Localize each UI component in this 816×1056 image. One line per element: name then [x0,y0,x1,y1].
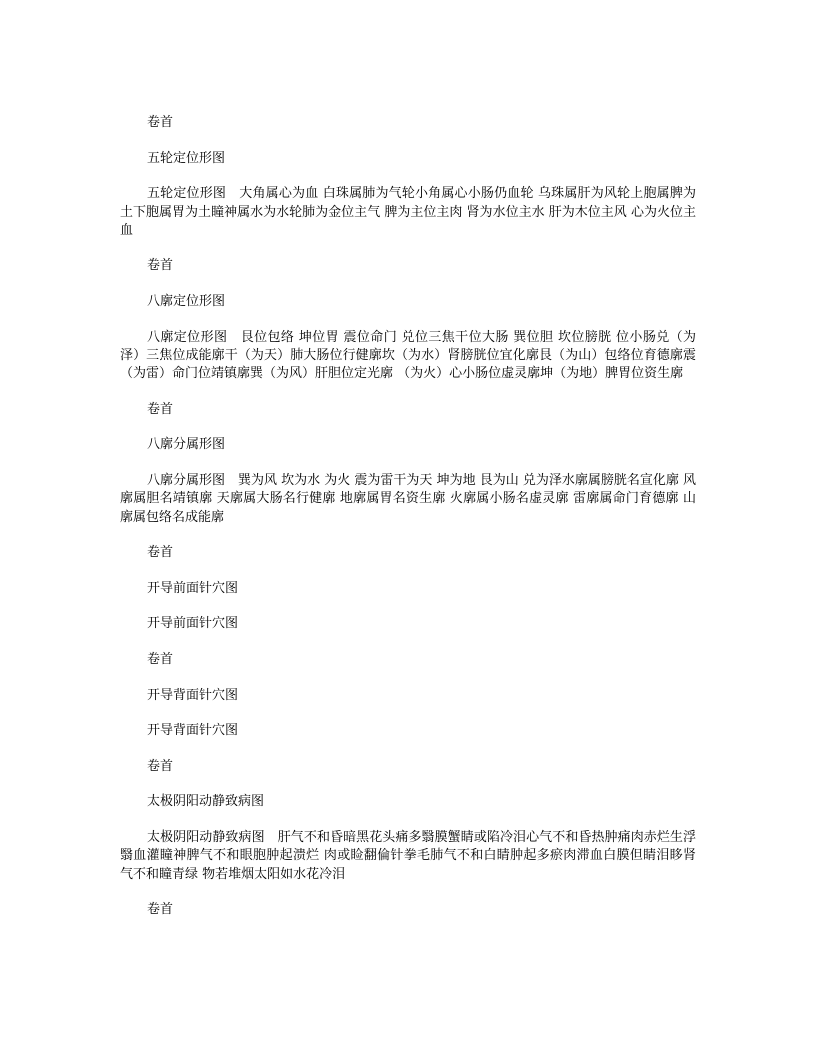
paragraph-body-kaidao-qianmian: 开导前面针穴图 [147,616,239,632]
paragraph-juanshou-6: 卷首 [147,758,174,774]
paragraph-juanshou-3: 卷首 [147,401,174,417]
paragraph-body-kaidao-beimian: 开导背面针穴图 [147,723,239,739]
paragraph-heading-kaidao-beimian: 开导背面针穴图 [147,687,239,703]
paragraph-body-taiji: 太极阴阳动静致病图 肝气不和昏暗黑花头痛多翳膜蟹睛或陷冷泪心气不和昏热肿痛肉赤烂生浮翳血灌瞳神脾气不和眼胞肿起溃烂 肉或睑翻倫针拳毛肺气不和白睛肿起多瘀肉滞血白膜但睛泪眵肾气不和瞳青绿 物若堆烟太阳如水花冷泪 [120,829,696,882]
paragraph-heading-kaidao-qianmian: 开导前面针穴图 [147,580,239,596]
paragraph-body-bakuo-dingwei: 八廓定位形图 艮位包络 坤位胃 震位命门 兑位三焦干位大肠 巽位胆 坎位膀胱 位小肠兑（为泽）三焦位成能廓干（为天）肺大肠位行健廓坎（为水）肾膀胱位宜化廓艮（为山）包络位育德廓震（为雷）命门位靖镇廓巽（为风）肝胆位定光廓 （为火）心小肠位虚灵廓坤（为地）脾胃位资生廓 [120,329,696,382]
paragraph-juanshou-1: 卷首 [147,115,174,130]
paragraph-heading-bakuo-fenshu: 八廓分属形图 [147,437,226,453]
paragraph-body-wulun: 五轮定位形图 大角属心为血 白珠属肺为气轮小角属心小肠仍血轮 乌珠属肝为风轮上胞属脾为土下胞属胃为土瞳神属水为水轮肺为金位主气 脾为主位主肉 肾为水位主水 肝为木位主风 心为火位主血 [120,186,696,238]
document-body [120,114,696,937]
paragraph-heading-wulun: 五轮定位形图 [147,150,226,166]
paragraph-juanshou-4: 卷首 [147,545,174,561]
paragraph-juanshou-2: 卷首 [147,258,174,274]
paragraph-heading-taiji: 太极阴阳动静致病图 [147,794,265,810]
paragraph-juanshou-7: 卷首 [147,902,174,918]
paragraph-body-bakuo-fenshu: 八廓分属形图 巽为风 坎为水 为火 震为雷干为天 坤为地 艮为山 兑为泽水廓属膀胱名宣化廓 风廓属胆名靖镇廓 天廓属大肠名行健廓 地廓属胃名资生廓 火廓属小肠名虚灵廓 雷廓属命门育德廓 山廓属包络名成能廓 [120,473,696,525]
paragraph-heading-bakuo-dingwei: 八廓定位形图 [147,294,226,309]
paragraph-juanshou-5: 卷首 [147,652,174,667]
